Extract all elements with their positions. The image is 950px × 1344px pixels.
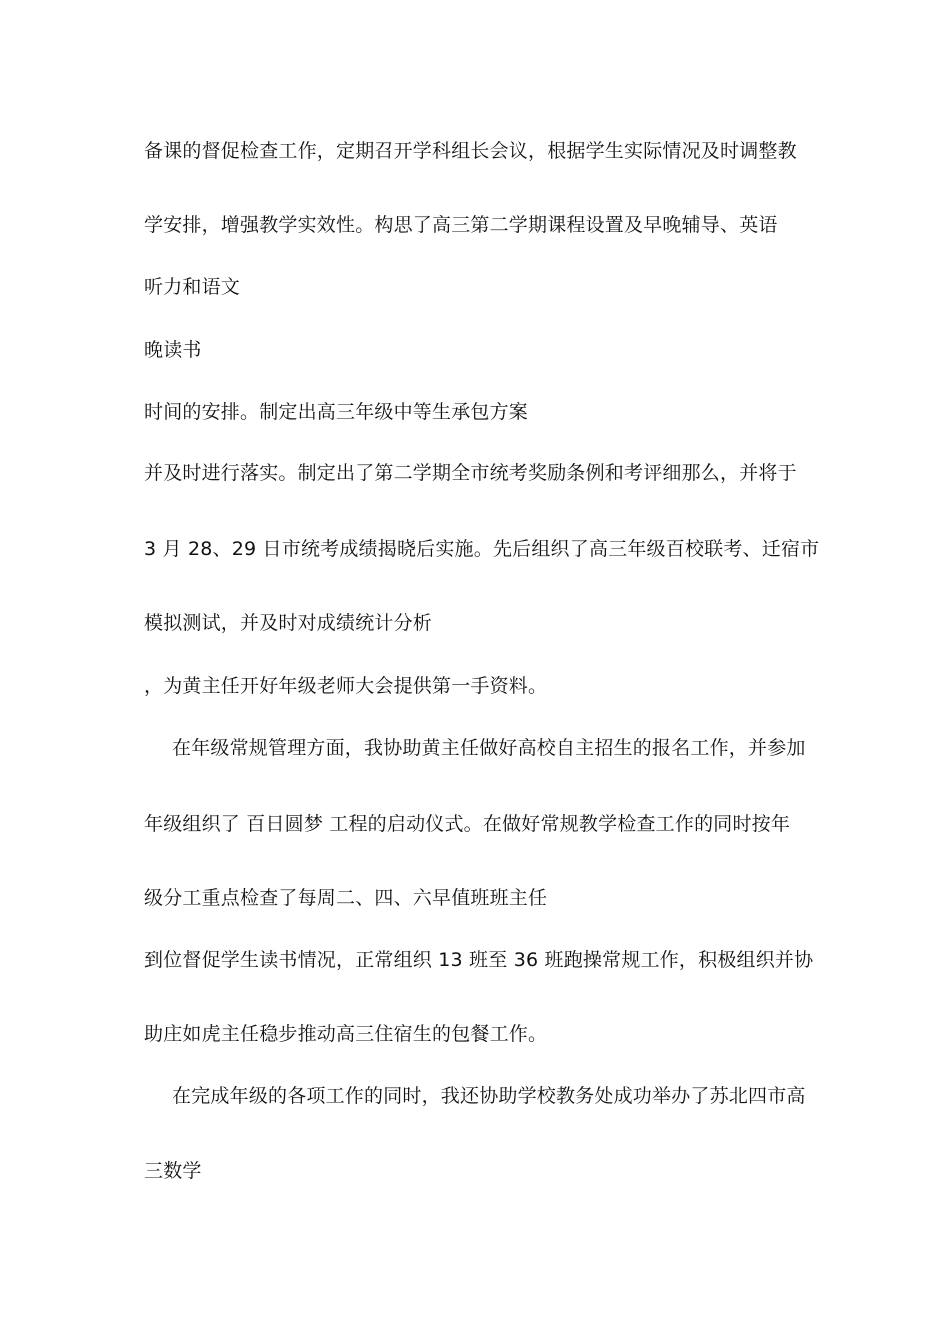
text-line: 3 月 28、29 日市统考成绩揭晓后实施。先后组织了高三年级百校联考、迁宿市	[144, 538, 820, 560]
text-line: 备课的督促检查工作，定期召开学科组长会议，根据学生实际情况及时调整教	[144, 140, 797, 162]
paragraph-start-line: 在完成年级的各项工作的同时，我还协助学校教务处成功举办了苏北四市高	[172, 1085, 806, 1107]
text-line: ，为黄主任开好年级老师大会提供第一手资料。	[144, 675, 548, 697]
text-line: 年级组织了 百日圆梦 工程的启动仪式。在做好常规教学检查工作的同时按年	[144, 813, 791, 835]
text-line: 学安排，增强教学实效性。构思了高三第二学期课程设置及早晚辅导、英语	[144, 214, 778, 236]
text-line: 听力和语文	[144, 276, 241, 298]
text-line: 模拟测试，并及时对成绩统计分析	[144, 612, 433, 634]
paragraph-start-line: 在年级常规管理方面，我协助黄主任做好高校自主招生的报名工作，并参加	[172, 737, 806, 759]
text-line: 级分工重点检查了每周二、四、六早值班班主任	[144, 887, 548, 909]
text-line: 时间的安排。制定出高三年级中等生承包方案	[144, 401, 529, 423]
text-line: 到位督促学生读书情况，正常组织 13 班至 36 班跑操常规工作，积极组织并协	[144, 949, 814, 971]
text-line: 助庄如虎主任稳步推动高三住宿生的包餐工作。	[144, 1023, 548, 1045]
text-line: 并及时进行落实。制定出了第二学期全市统考奖励条例和考评细那么，并将于	[144, 462, 797, 484]
text-line: 晚读书	[144, 339, 202, 361]
text-line: 三数学	[144, 1160, 202, 1182]
